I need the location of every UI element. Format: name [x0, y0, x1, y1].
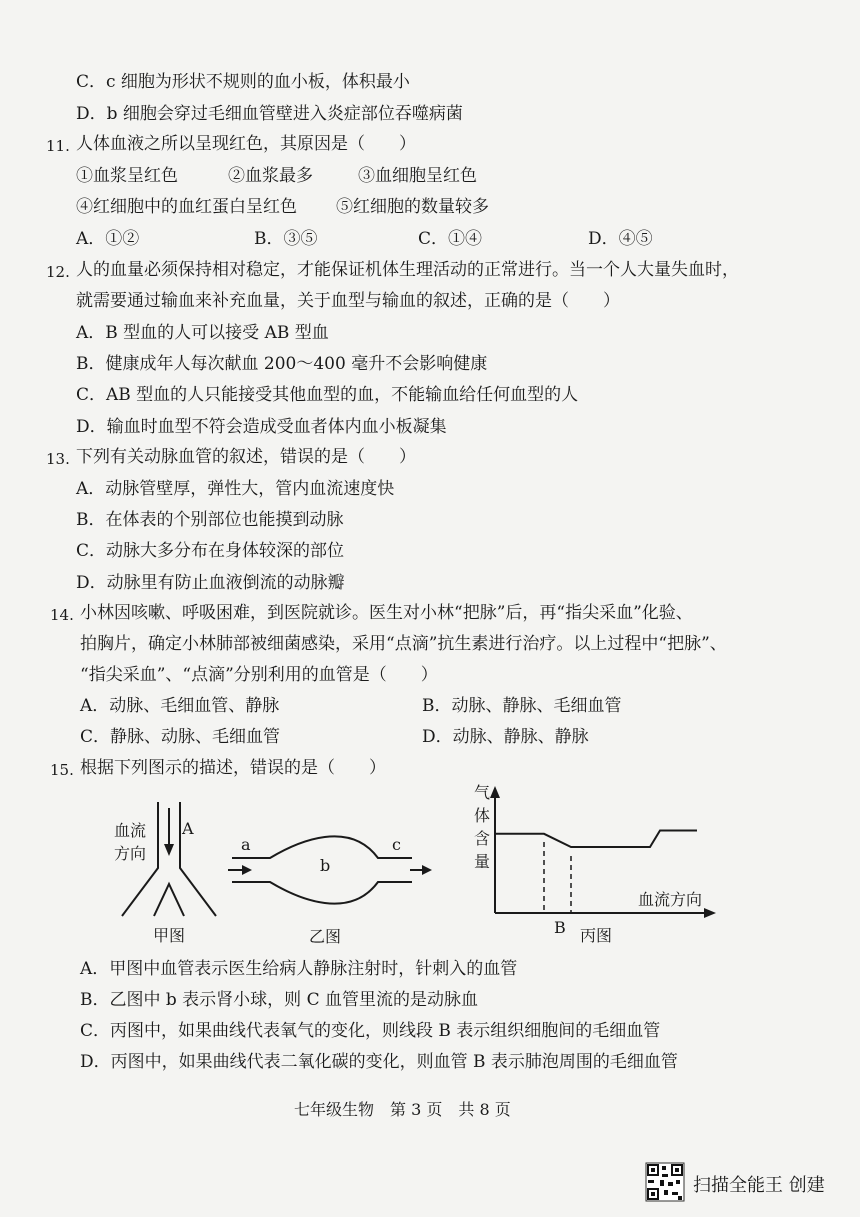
- q11-option-c: C．①④: [418, 229, 483, 249]
- q15-option-c: C．丙图中，如果曲线代表氧气的变化，则线段 B 表示组织细胞间的毛细血管: [80, 1021, 661, 1041]
- q11-stem: 人体血液之所以呈现红色，其原因是（ ）: [76, 134, 416, 154]
- bing-x-label: 血流方向: [638, 890, 703, 909]
- q15-option-b: B．乙图中 b 表示肾小球，则 C 血管里流的是动脉血: [80, 990, 478, 1010]
- jia-label-a: A: [182, 819, 194, 838]
- q15-option-a: A．甲图中血管表示医生给病人静脉注射时，针刺入的血管: [80, 959, 518, 979]
- q13-option-d: D．动脉里有防止血液倒流的动脉瓣: [76, 573, 345, 593]
- q15-stem: 根据下列图示的描述，错误的是（ ）: [80, 758, 386, 778]
- q13-option-a: A．动脉管壁厚，弹性大，管内血流速度快: [76, 479, 395, 499]
- watermark-text: 扫描全能王 创建: [693, 1175, 825, 1196]
- q12-option-c: C．AB 型血的人只能接受其他血型的血，不能输血给任何血型的人: [76, 385, 579, 405]
- q14-number: 14.: [50, 606, 74, 624]
- jia-flow-label-1: 血流: [114, 821, 147, 840]
- q11-number: 11.: [46, 137, 70, 155]
- yi-label-a: a: [241, 835, 251, 854]
- q11-item-5: ⑤红细胞的数量较多: [336, 197, 489, 217]
- q15-option-d: D．丙图中，如果曲线代表二氧化碳的变化，则血管 B 表示肺泡周围的毛细血管: [80, 1052, 678, 1072]
- bing-y-label-3: 含: [474, 829, 491, 848]
- yi-label-b: b: [320, 856, 331, 875]
- q12-number: 12.: [46, 263, 70, 281]
- bing-y-label-4: 量: [474, 852, 491, 871]
- page-footer: 七年级生物 第 3 页 共 8 页: [294, 1100, 511, 1119]
- q14-stem-line-2: 拍胸片，确定小林肺部被细菌感染，采用“点滴”抗生素进行治疗。以上过程中“把脉”、: [80, 634, 727, 654]
- q12-stem-line-2: 就需要通过输血来补充血量，关于血型与输血的叙述，正确的是（ ）: [76, 291, 620, 311]
- q11-option-d: D．④⑤: [588, 229, 653, 249]
- q13-option-c: C．动脉大多分布在身体较深的部位: [76, 541, 345, 561]
- bing-label-b: B: [554, 918, 566, 937]
- q11-item-4: ④红细胞中的血红蛋白呈红色: [76, 197, 297, 217]
- q11-item-2: ②血浆最多: [228, 166, 313, 186]
- q14-option-b: B．动脉、静脉、毛细血管: [422, 696, 622, 716]
- q11-item-1: ①血浆呈红色: [76, 166, 178, 186]
- q10-option-c: C．c 细胞为形状不规则的血小板，体积最小: [76, 72, 410, 92]
- q12-option-d: D．输血时血型不符会造成受血者体内血小板凝集: [76, 417, 447, 437]
- q11-option-a: A．①②: [76, 229, 140, 249]
- q14-option-c: C．静脉、动脉、毛细血管: [80, 727, 281, 747]
- q11-item-3: ③血细胞呈红色: [358, 166, 477, 186]
- q12-option-a: A．B 型血的人可以接受 AB 型血: [76, 323, 329, 343]
- bing-y-label-1: 气: [474, 783, 491, 802]
- yi-label-c: c: [392, 835, 401, 854]
- q13-stem: 下列有关动脉血管的叙述，错误的是（ ）: [76, 447, 416, 467]
- q14-option-a: A．动脉、毛细血管、静脉: [80, 696, 280, 716]
- q11-option-b: B．③⑤: [254, 229, 318, 249]
- bing-caption: 丙图: [580, 926, 613, 945]
- q13-option-b: B．在体表的个别部位也能摸到动脉: [76, 510, 344, 530]
- bing-y-label-2: 体: [474, 806, 491, 825]
- q14-stem-line-3: “指尖采血”、“点滴”分别利用的血管是（ ）: [80, 665, 438, 685]
- q13-number: 13.: [46, 450, 70, 468]
- yi-caption: 乙图: [309, 927, 342, 946]
- q14-stem-line-1: 小林因咳嗽、呼吸困难，到医院就诊。医生对小林“把脉”后，再“指尖采血”化验、: [80, 603, 693, 623]
- jia-flow-label-2: 方向: [114, 844, 147, 863]
- q14-option-d: D．动脉、静脉、静脉: [422, 727, 589, 747]
- jia-caption: 甲图: [153, 926, 186, 945]
- q12-option-b: B．健康成年人每次献血 200～400 毫升不会影响健康: [76, 354, 488, 374]
- q12-stem-line-1: 人的血量必须保持相对稳定，才能保证机体生理活动的正常进行。当一个人大量失血时，: [76, 260, 739, 280]
- q15-number: 15.: [50, 761, 74, 779]
- q10-option-d: D．b 细胞会穿过毛细血管壁进入炎症部位吞噬病菌: [76, 104, 463, 124]
